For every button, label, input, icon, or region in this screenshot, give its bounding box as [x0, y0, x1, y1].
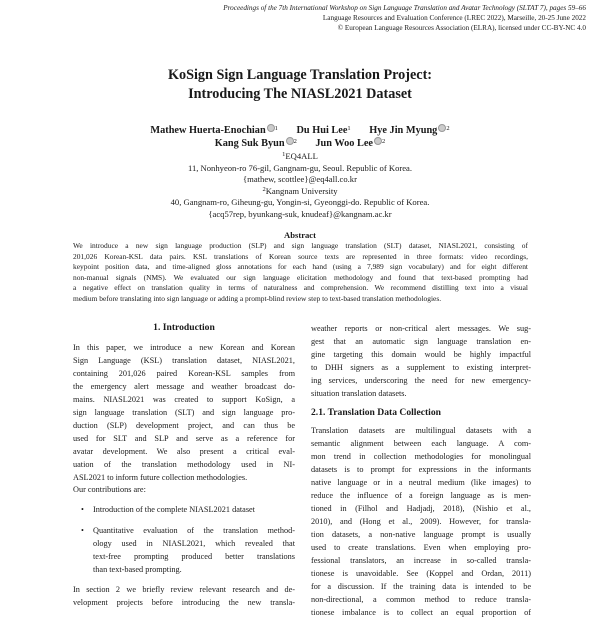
affiliation-email: {mathew, scottlee}@eq4all.co.kr — [243, 174, 357, 185]
text-line: mon trend in collection methodologies for monolingual — [311, 452, 531, 461]
text-line: ology used in NIASL2021, which revealed that — [93, 539, 295, 548]
section-heading-introduction: 1. Introduction — [153, 322, 215, 333]
affiliation-name: Kangnam University — [265, 185, 338, 196]
orcid-icon — [286, 137, 294, 145]
abstract-line: non-manual signals (NMS). We evaluated our sign language elicitation methodology and found that text-based prompting had — [73, 272, 528, 282]
text-line: tionese imbalance is to collect an equal proportion of — [311, 608, 531, 617]
author — [150, 125, 278, 136]
text-line: used for SLT and SLP and serve as a reference for — [73, 434, 295, 443]
abstract-line: medium before translating into sign language or adding a prompt-blind review step to text-based translation methodologies. — [73, 293, 442, 303]
text-line: weather reports or non-critical alert messages. We sug- — [311, 324, 531, 333]
text-line: Our contributions are: — [73, 485, 146, 494]
proceedings-header — [126, 3, 586, 33]
text-line: In this paper, we introduce a new Korean and Korean — [73, 343, 295, 352]
text-line: uation of the translation methodology used in NI- — [73, 460, 295, 469]
affiliation-name: EQ4ALL — [285, 151, 318, 161]
text-line: native language or in a neutral medium (like images) to — [311, 478, 531, 487]
text-line: mains. NIASL2021 was created to support KoSign, a — [73, 395, 295, 404]
text-line: gine targeting this domain would be highly impactful — [311, 350, 531, 359]
right-paragraph-2 — [311, 424, 531, 619]
text-line: gest that an automatic sign language translation en- — [311, 337, 531, 346]
author — [369, 125, 449, 136]
text-line: containing 201,026 paired Korean-KSL samples from — [73, 369, 295, 378]
proceedings-line-1: Proceedings of the 7th International Workshop on Sign Language Translation and Avatar Technology (SLTAT 7), pages 59–66 — [223, 4, 586, 12]
orcid-icon — [267, 124, 275, 132]
text-line: tion datasets, a non-native language prompt is usually — [311, 530, 531, 539]
affiliation-address: 40, Gangnam-ro, Giheung-gu, Yongin-si, Gyeonggi-do. Republic of Korea. — [170, 197, 430, 208]
intro-paragraph-1 — [73, 341, 295, 484]
text-line: 2010), and (Hong et al., 2009). However, for transla- — [311, 517, 531, 526]
text-line: Introduction of the complete NIASL2021 dataset — [93, 505, 255, 514]
author-affiliation: 2 — [293, 138, 297, 145]
text-line: avatar development. We also present a critical eval- — [73, 447, 295, 456]
abstract-line: a negative effect on translation quality in terms of naturalness and comprehension. We recommend distilling text into a visual — [73, 283, 528, 292]
author — [315, 138, 385, 149]
affiliations — [0, 151, 600, 221]
text-line: duction (SLP) development project, and can thus be — [73, 421, 295, 430]
author-affiliation: 1 — [347, 125, 351, 132]
affiliation-address: 11, Nonhyeon-ro 76-gil, Gangnam-gu, Seoul. Republic of Korea. — [187, 162, 413, 173]
text-line: the emergency alert message and weather broadcast do- — [73, 382, 295, 391]
orcid-icon — [374, 137, 382, 145]
text-line: non-directional, a common method to reduce transla- — [311, 595, 531, 604]
paper-title — [0, 66, 600, 104]
text-line: reduce the influence of a foreign language as is men- — [311, 491, 531, 500]
author-affiliation: 2 — [446, 125, 450, 132]
text-line: ASL2021 to inform future collection methodologies. — [73, 473, 248, 482]
contributions-intro — [73, 483, 295, 496]
text-line: Sign Language (KSL) translation dataset, NIASL2021, — [73, 356, 295, 365]
affiliation-number: 2 — [262, 185, 266, 193]
author-affiliation: 2 — [382, 138, 386, 145]
text-line: situation translation datasets. — [311, 389, 407, 398]
text-line: datasets is to prompt for expressions in the informants — [311, 465, 531, 474]
author-name: Hye Jin Myung — [369, 125, 438, 136]
text-line: fessional translators, an increase in so-called transla- — [311, 556, 531, 565]
bullet-icon: • — [81, 505, 84, 514]
author-name: Jun Woo Lee — [315, 138, 374, 149]
affiliation-number: 1 — [282, 151, 286, 158]
author-name: Du Hui Lee — [296, 125, 348, 136]
abstract-line: We introduce a new sign language production (SLP) and sign language translation (SLT) dataset, NIASL2021, consisting of — [73, 241, 528, 250]
text-line: semantic alignment between each language. A com- — [311, 439, 531, 448]
affiliation-email: {acq57rep, byunkang-suk, knudeaf}@kangnam.ac.kr — [208, 208, 392, 219]
author-list — [0, 124, 600, 150]
text-line: velopment projects before introducing the new transla- — [73, 598, 295, 607]
text-line: sign language translation (SLT) and sign language pro- — [73, 408, 295, 417]
abstract-body — [73, 241, 528, 304]
text-line: Translation datasets are multilingual datasets with a — [311, 426, 531, 435]
text-line: to DHH signers as a supplement to existing interpret- — [311, 363, 531, 372]
author-affiliation: 1 — [274, 125, 278, 132]
text-line: for a discussion. If the training data is intended to be — [311, 582, 531, 591]
author-name: Mathew Huerta-Enochian — [150, 125, 266, 136]
intro-paragraph-2 — [73, 583, 295, 609]
proceedings-line-3: © European Language Resources Association (ELRA), licensed under CC-BY-NC 4.0 — [337, 24, 586, 32]
proceedings-line-2: Language Resources and Evaluation Conference (LREC 2022), Marseille, 20-25 June 2022 — [322, 14, 586, 22]
title-line-2: Introducing The NIASL2021 Dataset — [188, 86, 412, 102]
text-line: text-free prompting produced better translations — [93, 552, 295, 561]
abstract-heading: Abstract — [284, 230, 316, 240]
text-line: In section 2 we briefly review relevant research and de- — [73, 585, 295, 594]
text-line: tioned in (Filhol and Hadjadj, 2018), (Nishio et al., — [311, 504, 531, 513]
abstract-line: keypoint position data, and time-aligned gloss annotations for each hand (using a 7,989 sign vocabulary) and for eight different — [73, 262, 528, 271]
author — [215, 138, 297, 149]
author-name: Kang Suk Byun — [214, 138, 285, 149]
text-line: used to create translations. Even when employing pro- — [311, 543, 531, 552]
bullet-icon: • — [81, 526, 84, 535]
text-line: than text-based prompting. — [93, 565, 182, 574]
text-line: ing services, underscoring the need for new emergency- — [311, 376, 531, 385]
text-line: Quantitative evaluation of the translation method- — [93, 526, 295, 535]
subsection-heading-translation-data-collection: 2.1. Translation Data Collection — [311, 407, 441, 418]
author — [297, 125, 351, 136]
abstract-line: 201,026 Korean-KSL data pairs. KSL translations of Korean source texts are represented in three formats: video recordings, — [73, 251, 528, 261]
title-line-1: KoSign Sign Language Translation Project: — [167, 67, 433, 83]
text-line: tionese is unavoidable. See (Koppel and Ordan, 2011) — [311, 569, 531, 578]
right-paragraph-1 — [311, 322, 531, 400]
